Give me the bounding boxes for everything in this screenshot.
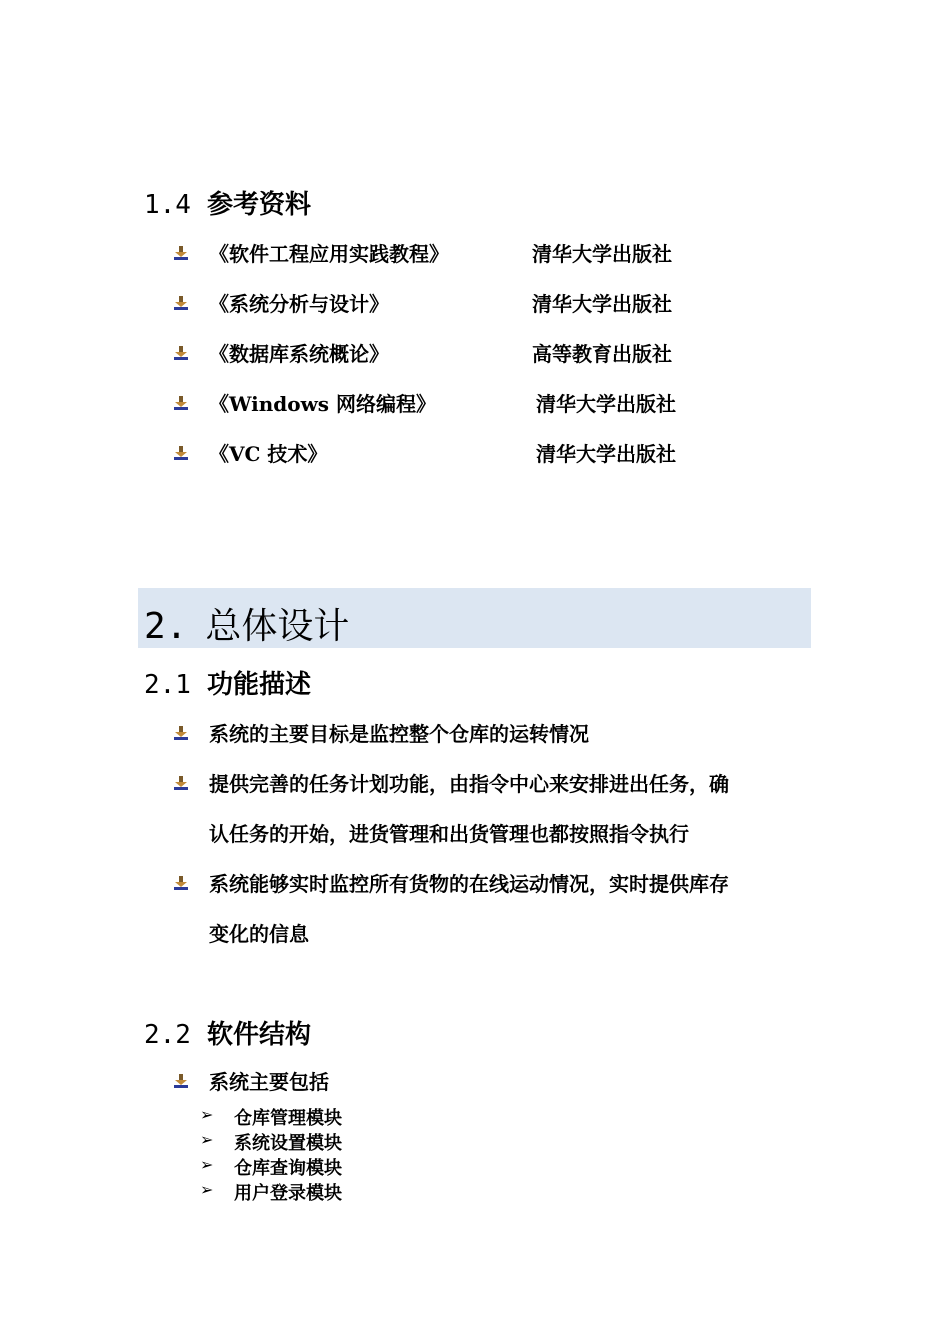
arrow-bullet-icon: ➢	[200, 1130, 214, 1149]
reference-title: 《Windows 网络编程》	[209, 392, 437, 416]
module-name: 用户登录模块	[234, 1183, 342, 1204]
section-2-1-heading	[144, 664, 311, 701]
bullet-arrow-icon	[173, 445, 189, 461]
bullet-arrow-icon	[173, 1073, 189, 1089]
bullet-arrow-icon	[173, 725, 189, 741]
arrow-bullet-icon: ➢	[200, 1105, 214, 1124]
module-name: 仓库管理模块	[234, 1108, 342, 1129]
reference-title: 《数据库系统概论》	[209, 342, 389, 366]
section-number: 2.2	[144, 1020, 191, 1050]
chapter-2-heading	[144, 598, 349, 649]
module-name: 仓库查询模块	[234, 1158, 342, 1179]
reference-publisher: 高等教育出版社	[532, 342, 672, 366]
arrow-bullet-icon: ➢	[200, 1155, 214, 1174]
bullet-arrow-icon	[173, 295, 189, 311]
reference-title: 《VC 技术》	[209, 442, 328, 466]
section-title: 软件结构	[206, 1020, 311, 1050]
list-item-text: 提供完善的任务计划功能，由指令中心来安排进出任务，确	[209, 772, 729, 796]
bullet-arrow-icon	[173, 245, 189, 261]
reference-publisher: 清华大学出版社	[536, 442, 676, 466]
section-2-2-heading	[144, 1014, 311, 1051]
section-title: 参考资料	[206, 190, 311, 220]
list-item-text-continued: 认任务的开始，进货管理和出货管理也都按照指令执行	[209, 822, 689, 846]
bullet-arrow-icon	[173, 345, 189, 361]
chapter-title: 总体设计	[205, 606, 350, 647]
bullet-arrow-icon	[173, 395, 189, 411]
arrow-bullet-icon: ➢	[200, 1180, 214, 1199]
chapter-number: 2.	[144, 606, 188, 647]
list-item-text-continued: 变化的信息	[209, 922, 309, 946]
structure-intro: 系统主要包括	[209, 1070, 329, 1094]
reference-title: 《软件工程应用实践教程》	[209, 242, 449, 266]
section-1-4-heading	[144, 184, 311, 221]
list-item-text: 系统的主要目标是监控整个仓库的运转情况	[209, 722, 589, 746]
section-title: 功能描述	[206, 670, 311, 700]
reference-title: 《系统分析与设计》	[209, 292, 389, 316]
reference-publisher: 清华大学出版社	[536, 392, 676, 416]
bullet-arrow-icon	[173, 875, 189, 891]
bullet-arrow-icon	[173, 775, 189, 791]
section-number: 2.1	[144, 670, 191, 700]
module-name: 系统设置模块	[234, 1133, 342, 1154]
section-number: 1.4	[144, 190, 191, 220]
reference-publisher: 清华大学出版社	[532, 242, 672, 266]
list-item-text: 系统能够实时监控所有货物的在线运动情况，实时提供库存	[209, 872, 729, 896]
reference-publisher: 清华大学出版社	[532, 292, 672, 316]
